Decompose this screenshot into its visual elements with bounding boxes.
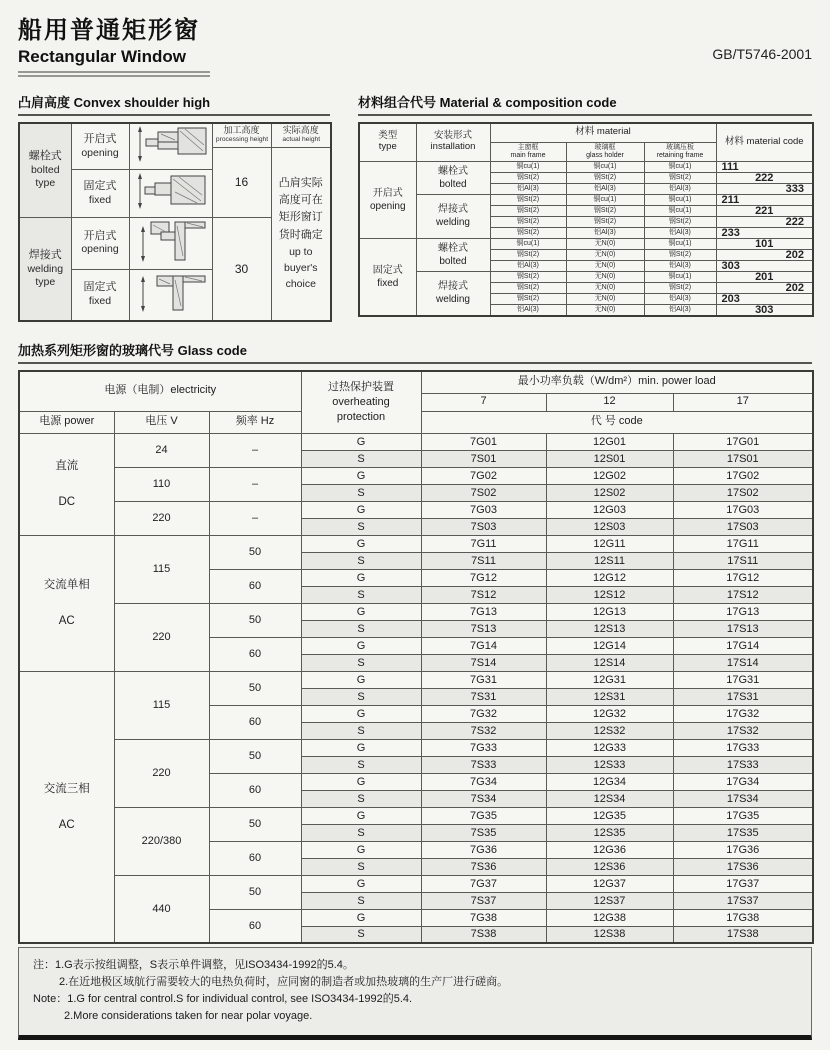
- protection-cell: S: [301, 858, 421, 875]
- code-12-cell: 12G37: [546, 875, 673, 892]
- window-type-cell: 开启式 opening: [359, 161, 416, 238]
- main-frame-cell: 铝Al(3): [490, 304, 566, 316]
- code-7-cell: 7G14: [421, 637, 546, 654]
- protection-cell: S: [301, 450, 421, 467]
- code-17-cell: 17G32: [673, 705, 813, 722]
- code-17-cell: 17S35: [673, 824, 813, 841]
- code-12-cell: 12S14: [546, 654, 673, 671]
- code-12-cell: 12G02: [546, 467, 673, 484]
- material-code-cell: 221: [716, 205, 813, 216]
- protection-cell: S: [301, 518, 421, 535]
- material-code-cell: 333: [716, 183, 813, 194]
- glass-code-table: [18, 370, 814, 944]
- protection-cell: G: [301, 535, 421, 552]
- glass-holder-header: 玻璃框 glass holder: [566, 142, 644, 161]
- code-17-cell: 17S14: [673, 654, 813, 671]
- glass-table-row: [19, 535, 813, 552]
- note-line-zh-2: 2.在近地极区域航行需要较大的电热负荷时，应同窗的制造者或加热玻璃的生产厂进行磋商。: [59, 976, 509, 988]
- code-7-cell: 7S11: [421, 552, 546, 569]
- protection-cell: G: [301, 637, 421, 654]
- retaining-frame-cell: 铝Al(3): [644, 260, 716, 271]
- code-17-cell: 17G12: [673, 569, 813, 586]
- protection-cell: G: [301, 501, 421, 518]
- glass-table-row: [19, 671, 813, 688]
- retaining-frame-cell: 钢St(2): [644, 172, 716, 183]
- code-7-cell: 7G35: [421, 807, 546, 824]
- processing-height-bolted: 16: [212, 147, 271, 217]
- protection-cell: G: [301, 773, 421, 790]
- code-17-cell: 17S32: [673, 722, 813, 739]
- code-7-cell: 7G38: [421, 909, 546, 926]
- glass-holder-cell: 无N(0): [566, 271, 644, 282]
- installation-cell: 螺栓式 bolted: [416, 161, 490, 194]
- main-frame-cell: 铜cu(1): [490, 161, 566, 172]
- code-7-cell: 7G02: [421, 467, 546, 484]
- material-section-title: 材料组合代号 Material & composition code: [358, 92, 812, 116]
- code-7-cell: 7G12: [421, 569, 546, 586]
- bolted-type-cell: 螺栓式 bolted type: [19, 123, 71, 217]
- code-12-cell: 12S12: [546, 586, 673, 603]
- code-17-cell: 17G02: [673, 467, 813, 484]
- code-12-cell: 12G03: [546, 501, 673, 518]
- protection-cell: G: [301, 739, 421, 756]
- frequency-cell: 50: [209, 535, 301, 569]
- code-7-cell: 7G36: [421, 841, 546, 858]
- protection-cell: S: [301, 824, 421, 841]
- opening-cell: 开启式 opening: [71, 123, 129, 169]
- code-17-cell: 17G14: [673, 637, 813, 654]
- code-7-cell: 7G33: [421, 739, 546, 756]
- code-7-cell: 7G34: [421, 773, 546, 790]
- material-code-table: [358, 122, 814, 317]
- retaining-frame-cell: 铝Al(3): [644, 183, 716, 194]
- voltage-cell: 220: [114, 603, 209, 671]
- frequency-cell: 50: [209, 807, 301, 841]
- cross-section-diagram-1: [129, 123, 212, 169]
- code-17-cell: 17G11: [673, 535, 813, 552]
- material-code-cell: 303: [716, 260, 813, 271]
- glass-holder-cell: 无N(0): [566, 293, 644, 304]
- code-17-cell: 17S31: [673, 688, 813, 705]
- convex-shoulder-section: [18, 92, 330, 322]
- code-17-cell: 17G01: [673, 433, 813, 450]
- material-table-row: [359, 194, 813, 205]
- window-type-cell: 固定式 fixed: [359, 238, 416, 316]
- code-7-cell: 7S01: [421, 450, 546, 467]
- installation-header: 安装形式 installation: [416, 123, 490, 161]
- frequency-cell: 60: [209, 705, 301, 739]
- code-7-cell: 7G13: [421, 603, 546, 620]
- code-12-cell: 12G13: [546, 603, 673, 620]
- main-frame-cell: 钢St(2): [490, 293, 566, 304]
- glass-table-row: [19, 875, 813, 892]
- code-7-cell: 7G11: [421, 535, 546, 552]
- installation-cell: 焊接式 welding: [416, 271, 490, 316]
- frequency-cell: 50: [209, 603, 301, 637]
- glass-holder-cell: 铝Al(3): [566, 227, 644, 238]
- glass-holder-cell: 无N(0): [566, 282, 644, 293]
- code-12-cell: 12S33: [546, 756, 673, 773]
- convex-section-title: 凸肩高度 Convex shoulder high: [18, 92, 330, 116]
- retaining-frame-cell: 钢St(2): [644, 249, 716, 260]
- glass-holder-cell: 无N(0): [566, 238, 644, 249]
- cross-section-diagram-4: [129, 269, 212, 321]
- load-col-12: 12: [546, 393, 673, 411]
- code-7-cell: 7S38: [421, 926, 546, 943]
- code-12-cell: 12S01: [546, 450, 673, 467]
- code-12-cell: 12S38: [546, 926, 673, 943]
- main-frame-cell: 钢St(2): [490, 205, 566, 216]
- main-frame-cell: 钢St(2): [490, 271, 566, 282]
- glass-holder-cell: 钢St(2): [566, 216, 644, 227]
- protection-cell: S: [301, 620, 421, 637]
- frequency-cell: 60: [209, 773, 301, 807]
- code-17-cell: 17G36: [673, 841, 813, 858]
- frequency-cell: –: [209, 433, 301, 467]
- main-frame-cell: 铜cu(1): [490, 238, 566, 249]
- power-header: 电源 power: [19, 411, 114, 433]
- code-12-cell: 12S35: [546, 824, 673, 841]
- retaining-frame-cell: 铝Al(3): [644, 227, 716, 238]
- note-line-zh-1: 注：1.G表示按组调整，S表示单件调整，见ISO3434-1992的5.4。: [33, 959, 354, 971]
- note-line-en-2: 2.More considerations taken for near polar voyage.: [64, 1010, 313, 1022]
- material-table-row: [359, 271, 813, 282]
- glass-table-row: [19, 433, 813, 450]
- standard-code: GB/T5746-2001: [712, 46, 812, 62]
- voltage-header: 电压 V: [114, 411, 209, 433]
- voltage-cell: 115: [114, 535, 209, 603]
- protection-cell: S: [301, 688, 421, 705]
- code-7-cell: 7S03: [421, 518, 546, 535]
- glass-holder-cell: 铜cu(1): [566, 194, 644, 205]
- code-12-cell: 12S32: [546, 722, 673, 739]
- code-17-cell: 17S36: [673, 858, 813, 875]
- protection-cell: S: [301, 654, 421, 671]
- material-code-cell: 233: [716, 227, 813, 238]
- voltage-cell: 115: [114, 671, 209, 739]
- protection-cell: S: [301, 790, 421, 807]
- frequency-cell: –: [209, 467, 301, 501]
- code-17-cell: 17S38: [673, 926, 813, 943]
- code-7-cell: 7G03: [421, 501, 546, 518]
- code-12-cell: 12G32: [546, 705, 673, 722]
- frequency-cell: 60: [209, 841, 301, 875]
- code-7-cell: 7G01: [421, 433, 546, 450]
- code-12-cell: 12G35: [546, 807, 673, 824]
- power-group-cell: 交流三相 AC: [19, 671, 114, 943]
- code-7-cell: 7S34: [421, 790, 546, 807]
- code-7-cell: 7S37: [421, 892, 546, 909]
- retaining-frame-cell: 钢St(2): [644, 216, 716, 227]
- cross-section-diagram-2: [129, 169, 212, 217]
- code-12-cell: 12G01: [546, 433, 673, 450]
- protection-cell: G: [301, 909, 421, 926]
- frequency-cell: 50: [209, 671, 301, 705]
- voltage-cell: 440: [114, 875, 209, 943]
- material-code-cell: 101: [716, 238, 813, 249]
- main-frame-cell: 钢St(2): [490, 249, 566, 260]
- main-frame-cell: 钢St(2): [490, 216, 566, 227]
- material-code-section: [358, 92, 812, 317]
- retaining-frame-header: 玻璃压板 retaining frame: [644, 142, 716, 161]
- glass-holder-cell: 钢St(2): [566, 172, 644, 183]
- glass-table-row: [19, 807, 813, 824]
- code-7-cell: 7S14: [421, 654, 546, 671]
- title-block: [18, 10, 210, 77]
- code-12-cell: 12S13: [546, 620, 673, 637]
- protection-cell: G: [301, 603, 421, 620]
- material-code-cell: 202: [716, 282, 813, 293]
- protection-cell: S: [301, 756, 421, 773]
- code-12-cell: 12G36: [546, 841, 673, 858]
- material-code-cell: 211: [716, 194, 813, 205]
- code-17-cell: 17G33: [673, 739, 813, 756]
- frequency-cell: 60: [209, 569, 301, 603]
- code-12-cell: 12S31: [546, 688, 673, 705]
- load-col-7: 7: [421, 393, 546, 411]
- protection-cell: S: [301, 722, 421, 739]
- actual-height-note: 凸肩实际 高度可在 矩形窗订 货时确定 up to buyer's choice: [271, 147, 331, 321]
- protection-cell: S: [301, 586, 421, 603]
- code-17-cell: 17G38: [673, 909, 813, 926]
- main-frame-cell: 铝Al(3): [490, 183, 566, 194]
- glass-holder-cell: 铜cu(1): [566, 161, 644, 172]
- main-frame-cell: 钢St(2): [490, 227, 566, 238]
- code-17-cell: 17S12: [673, 586, 813, 603]
- glass-holder-cell: 无N(0): [566, 249, 644, 260]
- glass-holder-cell: 铝Al(3): [566, 183, 644, 194]
- material-code-cell: 303: [716, 304, 813, 316]
- code-7-cell: 7S35: [421, 824, 546, 841]
- protection-cell: G: [301, 841, 421, 858]
- main-frame-cell: 钢St(2): [490, 172, 566, 183]
- frequency-cell: 50: [209, 875, 301, 909]
- retaining-frame-cell: 铜cu(1): [644, 161, 716, 172]
- processing-height-welding: 30: [212, 217, 271, 321]
- glass-table-body: [19, 433, 813, 943]
- code-17-cell: 17S03: [673, 518, 813, 535]
- voltage-cell: 220/380: [114, 807, 209, 875]
- cross-section-diagram-3: [129, 217, 212, 269]
- code-17-cell: 17S11: [673, 552, 813, 569]
- code-12-cell: 12S34: [546, 790, 673, 807]
- material-code-cell: 222: [716, 172, 813, 183]
- code-12-cell: 12G34: [546, 773, 673, 790]
- code-7-cell: 7S31: [421, 688, 546, 705]
- protection-cell: G: [301, 569, 421, 586]
- code-17-cell: 17S01: [673, 450, 813, 467]
- code-12-cell: 12S36: [546, 858, 673, 875]
- installation-cell: 螺栓式 bolted: [416, 238, 490, 271]
- code-12-cell: 12S02: [546, 484, 673, 501]
- code-7-cell: 7S33: [421, 756, 546, 773]
- code-17-cell: 17G13: [673, 603, 813, 620]
- retaining-frame-cell: 铜cu(1): [644, 271, 716, 282]
- code-7-cell: 7G32: [421, 705, 546, 722]
- code-12-cell: 12G31: [546, 671, 673, 688]
- code-7-cell: 7G31: [421, 671, 546, 688]
- material-table-body: [359, 161, 813, 316]
- frequency-cell: –: [209, 501, 301, 535]
- code-12-cell: 12G33: [546, 739, 673, 756]
- glass-holder-cell: 无N(0): [566, 260, 644, 271]
- code-17-cell: 17S02: [673, 484, 813, 501]
- welding-type-cell: 焊接式 welding type: [19, 217, 71, 321]
- voltage-cell: 220: [114, 739, 209, 807]
- material-code-cell: 222: [716, 216, 813, 227]
- code-17-cell: 17G03: [673, 501, 813, 518]
- notes-box: [18, 947, 812, 1040]
- code-17-cell: 17G37: [673, 875, 813, 892]
- code-7-cell: 7S36: [421, 858, 546, 875]
- voltage-cell: 220: [114, 501, 209, 535]
- material-code-cell: 201: [716, 271, 813, 282]
- code-12-cell: 12G14: [546, 637, 673, 654]
- code-12-cell: 12S03: [546, 518, 673, 535]
- code-12-cell: 12S11: [546, 552, 673, 569]
- installation-cell: 焊接式 welding: [416, 194, 490, 238]
- note-line-en-1: Note：1.G for central control.S for individual control, see ISO3434-1992的5.4.: [33, 993, 413, 1005]
- protection-cell: G: [301, 671, 421, 688]
- glass-holder-cell: 钢St(2): [566, 205, 644, 216]
- protection-cell: S: [301, 926, 421, 943]
- code-12-cell: 12S37: [546, 892, 673, 909]
- power-group-cell: 交流单相 AC: [19, 535, 114, 671]
- page-title-zh: 船用普通矩形窗: [18, 17, 200, 44]
- main-frame-cell: 铝Al(3): [490, 260, 566, 271]
- voltage-cell: 24: [114, 433, 209, 467]
- protection-cell: G: [301, 433, 421, 450]
- code-7-cell: 7S32: [421, 722, 546, 739]
- code-12-cell: 12G38: [546, 909, 673, 926]
- material-table-row: [359, 161, 813, 172]
- protection-cell: G: [301, 875, 421, 892]
- main-frame-header: 主窗框 main frame: [490, 142, 566, 161]
- overheating-protection-header: 过热保护装置 overheating protection: [301, 371, 421, 433]
- code-7-cell: 7G37: [421, 875, 546, 892]
- fixed-cell-2: 固定式 fixed: [71, 269, 129, 321]
- actual-height-header: 实际高度 actual height: [271, 123, 331, 147]
- type-header: 类型 type: [359, 123, 416, 161]
- retaining-frame-cell: 铝Al(3): [644, 304, 716, 316]
- glass-table-row: [19, 501, 813, 518]
- protection-cell: S: [301, 484, 421, 501]
- main-frame-cell: 钢St(2): [490, 282, 566, 293]
- code-12-cell: 12G12: [546, 569, 673, 586]
- glass-section-title: 加热系列矩形窗的玻璃代号 Glass code: [18, 340, 812, 364]
- title-rule-2: [18, 75, 210, 77]
- material-code-header: 材料 material code: [716, 123, 813, 161]
- processing-height-header: 加工高度 processing height: [212, 123, 271, 147]
- material-code-cell: 203: [716, 293, 813, 304]
- min-power-load-header: 最小功率负载（W/dm²）min. power load: [421, 371, 813, 393]
- code-17-cell: 17S33: [673, 756, 813, 773]
- retaining-frame-cell: 铜cu(1): [644, 194, 716, 205]
- code-7-cell: 7S13: [421, 620, 546, 637]
- load-col-17: 17: [673, 393, 813, 411]
- opening-cell-2: 开启式 opening: [71, 217, 129, 269]
- material-code-cell: 111: [716, 161, 813, 172]
- code-17-cell: 17S13: [673, 620, 813, 637]
- voltage-cell: 110: [114, 467, 209, 501]
- protection-cell: G: [301, 467, 421, 484]
- protection-cell: S: [301, 892, 421, 909]
- frequency-cell: 60: [209, 637, 301, 671]
- page-title-en: Rectangular Window: [18, 47, 186, 66]
- material-header: 材料 material: [490, 123, 716, 142]
- retaining-frame-cell: 铜cu(1): [644, 238, 716, 249]
- convex-shoulder-table: [18, 122, 332, 322]
- glass-holder-cell: 无N(0): [566, 304, 644, 316]
- material-code-cell: 202: [716, 249, 813, 260]
- protection-cell: S: [301, 552, 421, 569]
- protection-cell: G: [301, 807, 421, 824]
- code-17-cell: 17G34: [673, 773, 813, 790]
- glass-code-section: [18, 340, 812, 1040]
- code-12-cell: 12G11: [546, 535, 673, 552]
- code-17-cell: 17S37: [673, 892, 813, 909]
- glass-table-row: [19, 739, 813, 756]
- retaining-frame-cell: 铜cu(1): [644, 205, 716, 216]
- glass-table-row: [19, 467, 813, 484]
- code-17-cell: 17G31: [673, 671, 813, 688]
- frequency-header: 频率 Hz: [209, 411, 301, 433]
- power-group-cell: 直流 DC: [19, 433, 114, 535]
- material-table-row: [359, 238, 813, 249]
- code-7-cell: 7S12: [421, 586, 546, 603]
- fixed-cell-1: 固定式 fixed: [71, 169, 129, 217]
- frequency-cell: 50: [209, 739, 301, 773]
- retaining-frame-cell: 钢St(2): [644, 282, 716, 293]
- frequency-cell: 60: [209, 909, 301, 943]
- retaining-frame-cell: 铝Al(3): [644, 293, 716, 304]
- main-frame-cell: 钢St(2): [490, 194, 566, 205]
- code-17-cell: 17S34: [673, 790, 813, 807]
- electricity-header: 电源（电制）electricity: [19, 371, 301, 411]
- code-17-cell: 17G35: [673, 807, 813, 824]
- glass-table-row: [19, 603, 813, 620]
- protection-cell: G: [301, 705, 421, 722]
- code-7-cell: 7S02: [421, 484, 546, 501]
- title-rule-1: [18, 71, 210, 73]
- code-header: 代 号 code: [421, 411, 813, 433]
